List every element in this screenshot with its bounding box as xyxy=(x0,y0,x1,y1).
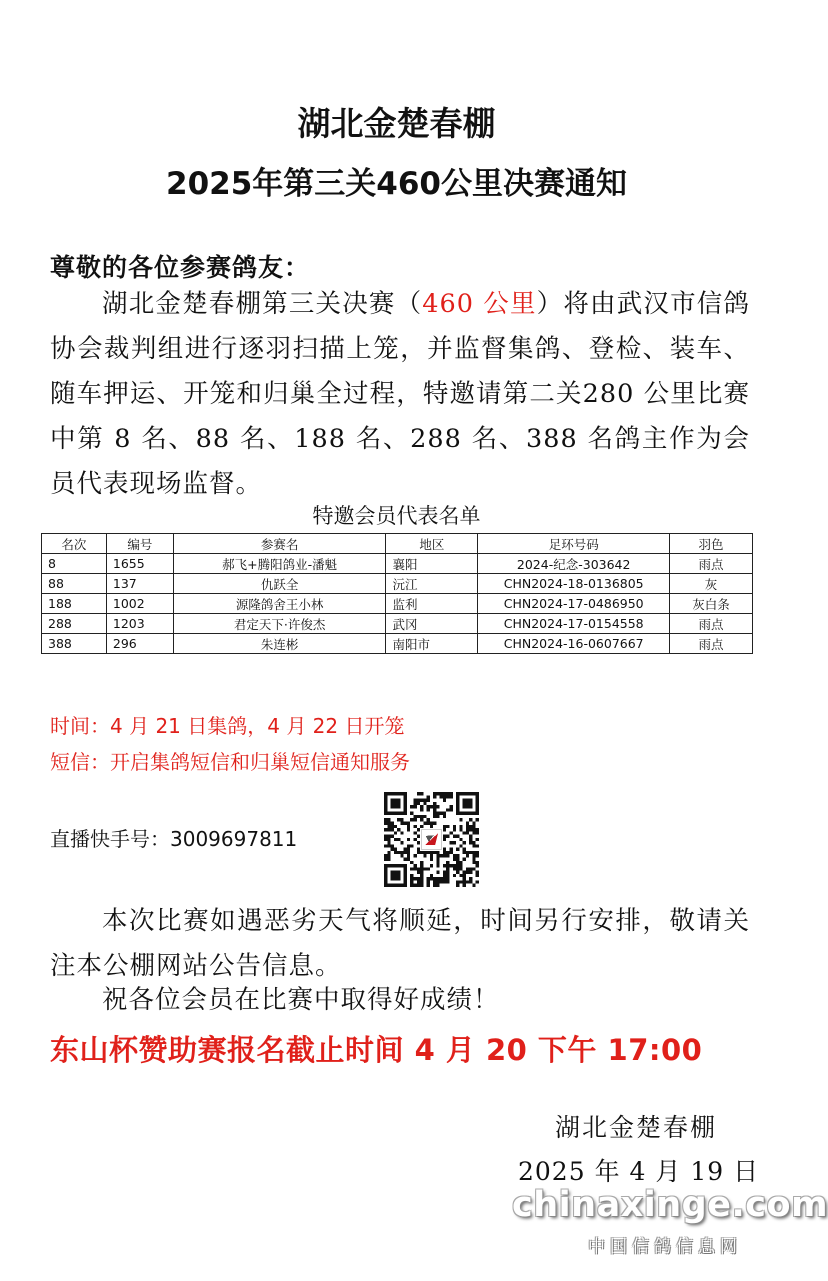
weather-notice: 本次比赛如遇恶劣天气将顺延，时间另行安排，敬请关注本公棚网站公告信息。 xyxy=(50,906,750,981)
col-header-number: 编号 xyxy=(106,534,173,554)
table-row xyxy=(42,614,753,634)
table-title: 特邀会员代表名单 xyxy=(312,504,481,528)
page-title: 湖北金楚春棚 xyxy=(297,104,496,143)
registration-deadline: 东山杯赞助赛报名截止时间 4 月 20 下午 17:00 xyxy=(50,1033,703,1067)
cell-entry-name: 源隆鸽舍王小林 xyxy=(173,594,386,614)
representatives-table xyxy=(41,533,753,654)
cell-rank: 388 xyxy=(42,634,107,654)
cell-number: 296 xyxy=(106,634,173,654)
cell-color: 雨点 xyxy=(670,614,753,634)
cell-entry-name: 朱连彬 xyxy=(173,634,386,654)
best-wishes: 祝各位会员在比赛中取得好成绩！ xyxy=(102,985,500,1015)
col-header-entry-name: 参赛名 xyxy=(173,534,386,554)
cell-entry-name: 君定天下·许俊杰 xyxy=(173,614,386,634)
col-header-rank: 名次 xyxy=(42,534,107,554)
table-row xyxy=(42,634,753,654)
cell-region: 南阳市 xyxy=(386,634,478,654)
table-row xyxy=(42,594,753,614)
cell-region: 监利 xyxy=(386,594,478,614)
cell-entry-name: 郝飞+腾阳鸽业-潘魁 xyxy=(173,554,386,574)
distance-highlight: 460 公里 xyxy=(422,289,537,319)
cell-number: 1203 xyxy=(106,614,173,634)
cell-ring-number: CHN2024-16-0607667 xyxy=(478,634,670,654)
cell-rank: 188 xyxy=(42,594,107,614)
cell-rank: 88 xyxy=(42,574,107,594)
sms-notice: 短信：开启集鸽短信和归巢短信通知服务 xyxy=(50,750,410,774)
table-row xyxy=(42,554,753,574)
signature-date: 2025 年 4 月 19 日 xyxy=(518,1157,760,1186)
cell-region: 武冈 xyxy=(386,614,478,634)
intro-paragraph xyxy=(50,282,750,507)
signature-org: 湖北金楚春棚 xyxy=(555,1113,718,1142)
watermark-domain: chinaxinge.com xyxy=(512,1185,828,1225)
table-row xyxy=(42,574,753,594)
table-header-row xyxy=(42,534,753,554)
cell-region: 襄阳 xyxy=(386,554,478,574)
cell-color: 雨点 xyxy=(670,554,753,574)
cell-region: 沅江 xyxy=(386,574,478,594)
cell-rank: 288 xyxy=(42,614,107,634)
col-header-color: 羽色 xyxy=(670,534,753,554)
live-stream-label: 直播快手号： xyxy=(50,827,170,851)
cell-entry-name: 仇跃全 xyxy=(173,574,386,594)
cell-number: 1655 xyxy=(106,554,173,574)
cell-number: 1002 xyxy=(106,594,173,614)
cell-color: 灰 xyxy=(670,574,753,594)
watermark-site-name: 中国信鸽信息网 xyxy=(588,1237,742,1257)
cell-color: 雨点 xyxy=(670,634,753,654)
intro-text-end: ）将由武汉市信鸽协会裁判组进行逐羽扫描上笼，并监督集鸽、登检、装车、随车押运、开笼和归巢全过程，特邀请第二关280 公里比赛中第 8 名、88 名、188 名、288 名、388 名鸽主作为会员代表现场监督。 xyxy=(50,289,750,499)
cell-ring-number: 2024-纪念-303642 xyxy=(478,554,670,574)
col-header-region: 地区 xyxy=(386,534,478,554)
cell-ring-number: CHN2024-17-0486950 xyxy=(478,594,670,614)
cell-ring-number: CHN2024-17-0154558 xyxy=(478,614,670,634)
cell-number: 137 xyxy=(106,574,173,594)
cell-color: 灰白条 xyxy=(670,594,753,614)
live-stream-info xyxy=(50,823,297,852)
cell-rank: 8 xyxy=(42,554,107,574)
page-subtitle: 2025年第三关460公里决赛通知 xyxy=(166,166,627,202)
live-stream-number: 3009697811 xyxy=(170,827,298,851)
greeting: 尊敬的各位参赛鸽友： xyxy=(50,253,311,282)
cell-ring-number: CHN2024-18-0136805 xyxy=(478,574,670,594)
time-notice: 时间：4 月 21 日集鸽，4 月 22 日开笼 xyxy=(50,714,405,738)
qr-center-logo-icon xyxy=(422,830,442,850)
qr-code[interactable] xyxy=(384,792,479,887)
intro-text-start: 湖北金楚春棚第三关决赛（ xyxy=(102,289,423,319)
col-header-ring-number: 足环号码 xyxy=(478,534,670,554)
